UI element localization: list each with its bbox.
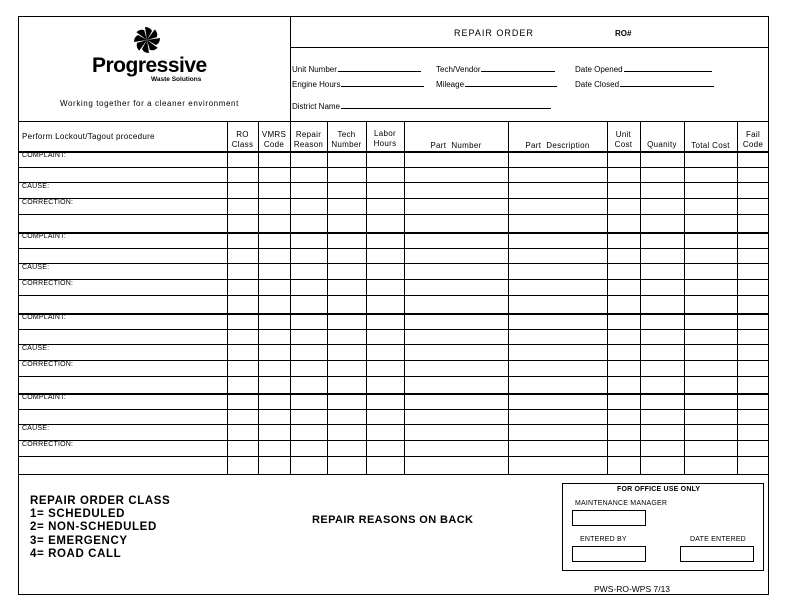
repair-reasons-note: REPAIR REASONS ON BACK [312,514,474,526]
correction-label: CORRECTION: [22,361,74,368]
table-row-line [18,295,769,296]
mileage-field[interactable] [436,78,557,89]
column-header-part-description: Part Description [525,141,590,150]
cause-label: CAUSE: [22,264,50,271]
correction-label: CORRECTION: [22,280,74,287]
entered-by-input[interactable] [572,546,646,562]
complaint-label: COMPLAINT: [22,152,67,159]
unit-number-label: Unit Number [292,65,337,74]
tagline: Working together for a cleaner environment [60,99,239,108]
complaint-label: COMPLAINT: [22,233,67,240]
maintenance-manager-input[interactable] [572,510,646,526]
page-title: REPAIR ORDER [454,28,534,38]
table-row-line [18,344,769,345]
engine-hours-label: Engine Hours [292,80,341,89]
column-divider [640,121,641,474]
column-header-vmrs-code [258,130,290,150]
table-top-border [18,121,769,122]
table-row-line [18,376,769,377]
brand-name: Progressive [92,54,207,77]
complaint-label: COMPLAINT: [22,394,67,401]
repair-order-class-title: REPAIR ORDER CLASS [30,495,171,507]
district-name-label: District Name [292,102,341,111]
cause-label: CAUSE: [22,425,50,432]
column-header-quantity: Quanity [647,140,677,149]
column-header-tech-number [327,130,366,150]
date-closed-field[interactable] [575,78,714,89]
date-closed-label: Date Closed [575,80,620,89]
table-row-line [18,424,769,425]
column-divider [508,121,509,474]
block-separator [18,393,769,395]
tech-number-line2: Number [331,140,362,149]
labor-hours-line2: Hours [373,139,397,148]
table-row-line [18,329,769,330]
ro-number-label: RO# [615,29,632,38]
column-header-lockout: Perform Lockout/Tagout procedure [22,132,155,141]
column-divider [366,121,367,474]
ro-class-line1: RO [236,130,249,139]
table-row-line [18,214,769,215]
column-header-ro-class [227,130,258,150]
table-header-bottom [18,151,769,153]
form-code: PWS-RO-WPS 7/13 [594,584,671,594]
maintenance-manager-label: MAINTENANCE MANAGER [575,500,668,507]
fail-code-line2: Code [742,140,764,149]
column-divider [290,121,291,474]
tech-vendor-field[interactable] [436,63,555,74]
table-row-line [18,182,769,183]
repair-reason-line2: Reason [293,140,324,149]
table-row-line [18,456,769,457]
column-divider [737,121,738,474]
title-divider [290,47,769,48]
cause-label: CAUSE: [22,183,50,190]
column-header-repair-reason [290,130,327,150]
complaint-label: COMPLAINT: [22,314,67,321]
block-separator [18,313,769,315]
date-entered-label: DATE ENTERED [690,536,746,543]
repair-reason-line1: Repair [295,130,322,139]
unit-number-field[interactable] [292,63,421,74]
column-header-unit-cost [607,130,640,150]
table-bottom-border [18,474,769,475]
column-header-total-cost: Total Cost [691,141,730,150]
correction-label: CORRECTION: [22,441,74,448]
column-divider [327,121,328,474]
correction-label: CORRECTION: [22,199,74,206]
column-header-labor-hours [366,129,404,149]
vmrs-line1: VMRS [261,130,287,139]
labor-hours-line1: Labor [374,129,396,138]
unit-cost-line2: Cost [614,140,633,149]
table-row-line [18,440,769,441]
column-divider [607,121,608,474]
table-row-line [18,279,769,280]
table-row-line [18,263,769,264]
brand-subtitle: Waste Solutions [151,76,202,83]
engine-hours-field[interactable] [292,78,424,89]
date-entered-input[interactable] [680,546,754,562]
date-opened-field[interactable] [575,63,712,74]
unit-cost-line1: Unit [615,130,632,139]
column-divider [404,121,405,474]
column-divider [684,121,685,474]
table-row-line [18,360,769,361]
tech-vendor-label: Tech/Vendor [436,65,481,74]
cause-label: CAUSE: [22,345,50,352]
class-1: 1= SCHEDULED [30,508,126,520]
district-name-field[interactable] [292,100,551,111]
fail-code-line1: Fail [745,130,761,139]
class-4: 4= ROAD CALL [30,548,122,560]
header-divider [290,17,291,121]
class-2: 2= NON-SCHEDULED [30,521,157,533]
block-separator [18,232,769,234]
pinwheel-logo-icon [133,26,161,54]
column-divider [227,121,228,474]
class-3: 3= EMERGENCY [30,535,128,547]
mileage-label: Mileage [436,80,465,89]
table-row-line [18,167,769,168]
tech-number-line1: Tech [337,130,356,139]
office-use-title: FOR OFFICE USE ONLY [617,486,701,493]
column-header-part-number: Part Number [430,141,482,150]
table-row-line [18,248,769,249]
table-row-line [18,198,769,199]
ro-class-line2: Class [231,140,254,149]
entered-by-label: ENTERED BY [580,536,627,543]
column-divider [258,121,259,474]
date-opened-label: Date Opened [575,65,623,74]
table-row-line [18,409,769,410]
column-header-fail-code [737,130,769,150]
vmrs-line2: Code [263,140,285,149]
